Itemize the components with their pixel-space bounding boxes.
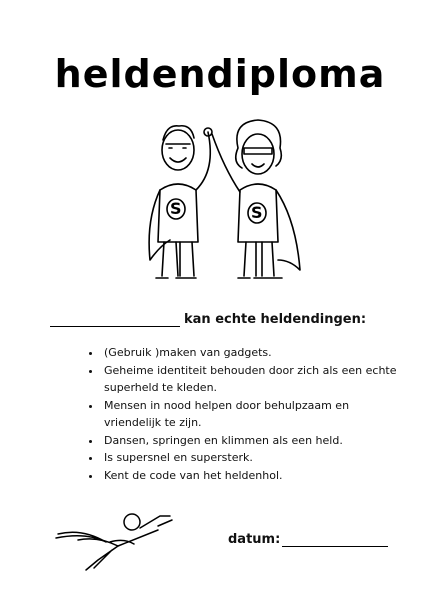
title-text: heldendiploma	[54, 52, 386, 96]
date-blank[interactable]	[282, 532, 388, 547]
girl-hero-figure	[212, 120, 300, 278]
list-item: • (Gebruik )maken van gadgets.	[102, 344, 402, 362]
flying-hero-illustration	[48, 498, 188, 578]
list-item: • Mensen in nood helpen door behulpzaam en vriendelijk te zijn.	[102, 397, 402, 432]
boy-hero-figure	[149, 126, 212, 278]
intro-text: kan echte heldendingen:	[184, 312, 367, 327]
list-item: • Geheime identiteit behouden door zich als een echte superheld te kleden.	[102, 362, 402, 397]
two-heroes-illustration	[120, 118, 320, 298]
skills-list	[86, 344, 402, 484]
diploma-title	[0, 52, 440, 96]
girl-emblem: S	[251, 203, 263, 222]
boy-emblem: S	[170, 199, 182, 218]
name-line-row	[50, 312, 366, 327]
date-row	[228, 532, 388, 547]
date-label: datum:	[228, 532, 281, 547]
list-item: • Dansen, springen en klimmen als een held.	[102, 432, 402, 450]
list-item: • Kent de code van het heldenhol.	[102, 467, 402, 485]
name-blank[interactable]	[50, 312, 180, 327]
list-item: • Is supersnel en supersterk.	[102, 449, 402, 467]
